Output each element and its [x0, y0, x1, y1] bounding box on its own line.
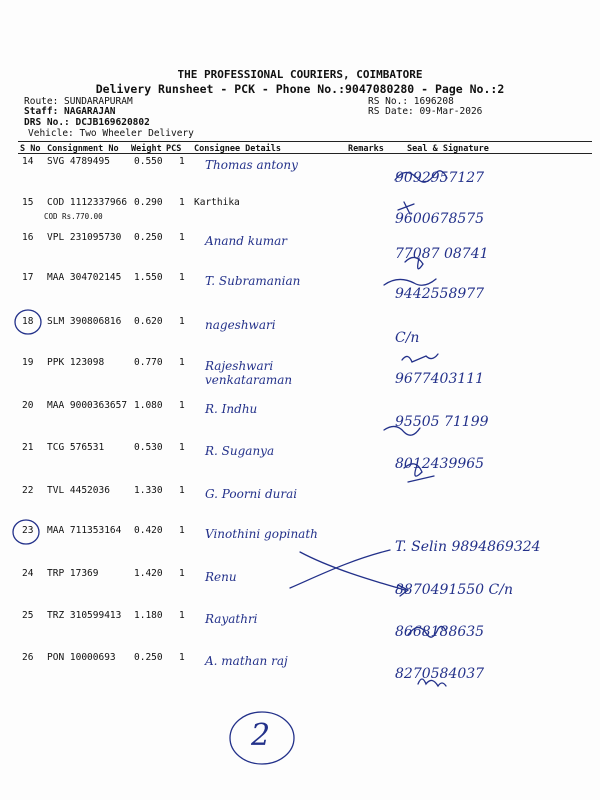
row-pcs: 1 — [179, 568, 185, 579]
row-weight: 0.250 — [134, 652, 163, 663]
row-consignee: Karthika — [194, 197, 240, 208]
row-pcs: 1 — [179, 525, 185, 536]
handwritten-consignee: Vinothini gopinath — [205, 527, 318, 541]
handwritten-consignee: Renu — [205, 570, 237, 584]
row-weight: 0.250 — [134, 232, 163, 243]
handwritten-signature-phone: 9442558977 — [395, 286, 485, 302]
row-pcs: 1 — [179, 197, 185, 208]
handwritten-signature-phone: C/n — [395, 330, 420, 346]
row-pcs: 1 — [179, 316, 185, 327]
row-consignment-no: VPL 231095730 — [47, 232, 122, 243]
page-number-mark: 2 — [251, 718, 271, 753]
row-pcs: 1 — [179, 272, 185, 283]
row-consignment-no: TRZ 310599413 — [47, 610, 122, 621]
row-weight: 0.770 — [134, 357, 163, 368]
handwritten-signature-phone: T. Selin 9894869324 — [395, 539, 541, 555]
row-sno: 19 — [22, 357, 34, 368]
handwritten-consignee: A. mathan raj — [205, 654, 288, 668]
company-name: THE PROFESSIONAL COURIERS, COIMBATORE — [177, 68, 423, 81]
handwritten-consignee: Rayathri — [205, 612, 258, 626]
row-consignment-no: MAA 304702145 — [47, 272, 122, 283]
row-sno: 25 — [22, 610, 34, 621]
row-weight: 1.420 — [134, 568, 163, 579]
col-weight: Weight — [131, 144, 162, 154]
row-consignment-no: MAA 9000363657 — [47, 400, 128, 411]
row-sno: 16 — [22, 232, 34, 243]
row-sno: 23 — [22, 525, 34, 536]
row-pcs: 1 — [179, 610, 185, 621]
staff: Staff: NAGARAJAN — [24, 106, 116, 117]
rs-date: RS Date: 09-Mar-2026 — [368, 106, 483, 117]
handwritten-signature-phone: 9677403111 — [395, 371, 485, 387]
handwritten-consignee: Rajeshwari venkataraman — [205, 359, 293, 387]
handwritten-consignee: T. Subramanian — [205, 274, 301, 288]
col-remarks: Remarks — [348, 144, 384, 154]
handwritten-consignee: nageshwari — [205, 318, 276, 332]
row-sno: 26 — [22, 652, 34, 663]
row-consignment-no: TVL 4452036 — [47, 485, 110, 496]
row-consignment-no: MAA 711353164 — [47, 525, 122, 536]
row-consignment-no: COD 1112337966 — [47, 197, 128, 208]
handwritten-signature-phone: 8270584037 — [395, 666, 485, 682]
runsheet-title: Delivery Runsheet - PCK - Phone No.:9047080280 - Page No.:2 — [95, 82, 505, 96]
row-sno: 15 — [22, 197, 34, 208]
row-pcs: 1 — [179, 357, 185, 368]
row-consignment-no: PPK 123098 — [47, 357, 105, 368]
row-sno: 14 — [22, 156, 34, 167]
handwritten-consignee: R. Suganya — [205, 444, 275, 458]
handwritten-signature-phone: 8012439965 — [395, 456, 485, 472]
row-pcs: 1 — [179, 400, 185, 411]
handwritten-signature-phone: 8870491550 C/n — [395, 582, 513, 598]
row-sno: 22 — [22, 485, 34, 496]
row-pcs: 1 — [179, 156, 185, 167]
signature-row17 — [384, 279, 436, 285]
row-weight: 1.080 — [134, 400, 163, 411]
row-weight: 0.290 — [134, 197, 163, 208]
row-weight: 1.180 — [134, 610, 163, 621]
row-weight: 0.550 — [134, 156, 163, 167]
handwritten-signature-phone: 95505 71199 — [395, 414, 489, 430]
row-consignment-no: SVG 4789495 — [47, 156, 110, 167]
row-pcs: 1 — [179, 485, 185, 496]
handwritten-signature-phone: 77087 08741 — [395, 246, 489, 262]
row-consignment-no: TCG 576531 — [47, 442, 105, 453]
row-weight: 0.620 — [134, 316, 163, 327]
row-sno: 17 — [22, 272, 34, 283]
col-seal-signature: Seal & Signature — [407, 144, 489, 154]
row-consignment-no: SLM 390806816 — [47, 316, 122, 327]
row-pcs: 1 — [179, 232, 185, 243]
handwritten-consignee: R. Indhu — [205, 402, 258, 416]
col-sno: S No — [20, 144, 41, 154]
handwritten-signature-phone: 9600678575 — [395, 211, 485, 227]
signature-row19 — [402, 354, 438, 362]
row-sno: 24 — [22, 568, 34, 579]
col-consignment: Consignment No — [47, 144, 119, 154]
row-weight: 1.330 — [134, 485, 163, 496]
handwritten-signature-phone: 9092957127 — [395, 170, 485, 186]
row-sno: 20 — [22, 400, 34, 411]
handwritten-signature-phone: 8668188635 — [395, 624, 485, 640]
row-weight: 0.420 — [134, 525, 163, 536]
row-pcs: 1 — [179, 442, 185, 453]
vehicle: Vehicle: Two Wheeler Delivery — [28, 128, 194, 139]
row-consignment-no: PON 10000693 — [47, 652, 116, 663]
circle-mark-18 — [15, 310, 41, 334]
handwritten-consignee: Anand kumar — [205, 234, 288, 248]
row-sno: 18 — [22, 316, 34, 327]
route: Route: SUNDARAPURAM — [24, 96, 133, 107]
row-pcs: 1 — [179, 652, 185, 663]
row-sno: 21 — [22, 442, 34, 453]
row-cod-amount: COD Rs.770.00 — [44, 212, 103, 221]
row-consignment-no: TRP 17369 — [47, 568, 99, 579]
rs-number: RS No.: 1696208 — [368, 96, 454, 107]
row-weight: 0.530 — [134, 442, 163, 453]
handwritten-consignee: G. Poorni durai — [205, 487, 298, 501]
col-pcs: PCS — [166, 144, 182, 154]
row-weight: 1.550 — [134, 272, 163, 283]
handwritten-consignee: Thomas antony — [205, 158, 298, 172]
circle-mark-23 — [13, 520, 39, 544]
col-consignee: Consignee Details — [194, 144, 281, 154]
drs-number: DRS No.: DCJB169620802 — [24, 117, 150, 128]
